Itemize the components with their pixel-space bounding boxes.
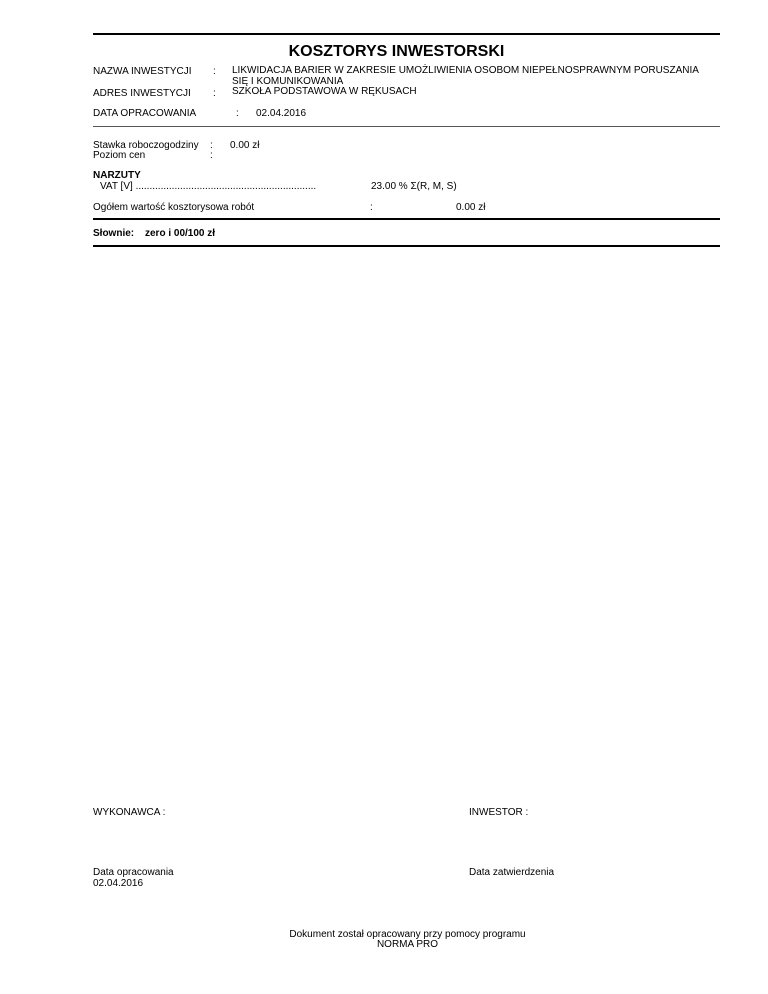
vat-value: 23.00 % Σ(R, M, S): [371, 181, 457, 192]
total-colon: :: [370, 202, 373, 213]
footer-line-2: NORMA PRO: [376, 939, 439, 950]
divider-2: [93, 218, 720, 220]
preparation-date-value: 02.04.2016: [93, 878, 144, 889]
investment-name-line-2: SIĘ I KOMUNIKOWANIA: [232, 75, 344, 87]
hourly-rate-value: 0.00 zł: [230, 140, 260, 151]
investment-name-label: NAZWA INWESTYCJI: [93, 66, 192, 77]
vat-label: VAT [V] .................................................................: [100, 181, 317, 192]
divider-1: [93, 126, 720, 127]
preparation-date-label: Data opracowania: [93, 867, 174, 878]
investment-address-label: ADRES INWESTYCJI: [93, 88, 191, 99]
prepared-date-colon: :: [236, 108, 239, 119]
total-value: 0.00 zł: [456, 202, 486, 213]
investment-name-line-1: LIKWIDACJA BARIER W ZAKRESIE UMOŻLIWIENIA OSOBOM NIEPEŁNOSPRAWNYM PORUSZANIA: [232, 65, 699, 76]
surcharges-heading: NARZUTY: [93, 170, 141, 181]
investment-name-line-3: SZKOŁA PODSTAWOWA W RĘKUSACH: [232, 86, 417, 97]
footer-line-1: Dokument został opracowany przy pomocy programu: [289, 929, 526, 940]
prepared-date-value: 02.04.2016: [256, 108, 307, 119]
prepared-date-label: DATA OPRACOWANIA: [93, 108, 197, 119]
investment-address-colon: :: [213, 88, 216, 99]
total-label: Ogółem wartość kosztorysowa robót: [93, 202, 255, 213]
in-words-value: zero i 00/100 zł: [145, 228, 216, 239]
hourly-rate-colon: :: [210, 140, 213, 151]
investment-name-colon: :: [213, 66, 216, 77]
price-level-colon: :: [210, 150, 213, 161]
top-rule: [93, 33, 720, 35]
document-title: KOSZTORYS INWESTORSKI: [288, 43, 505, 60]
divider-3: [93, 245, 720, 247]
price-level-label: Poziom cen: [93, 150, 146, 161]
in-words-label: Słownie:: [93, 228, 135, 239]
contractor-label: WYKONAWCA :: [93, 807, 166, 818]
investment-name-value: [232, 66, 699, 98]
investor-label: INWESTOR :: [469, 807, 529, 818]
approval-date-label: Data zatwierdzenia: [469, 867, 555, 878]
hourly-rate-label: Stawka roboczogodziny: [93, 140, 199, 151]
